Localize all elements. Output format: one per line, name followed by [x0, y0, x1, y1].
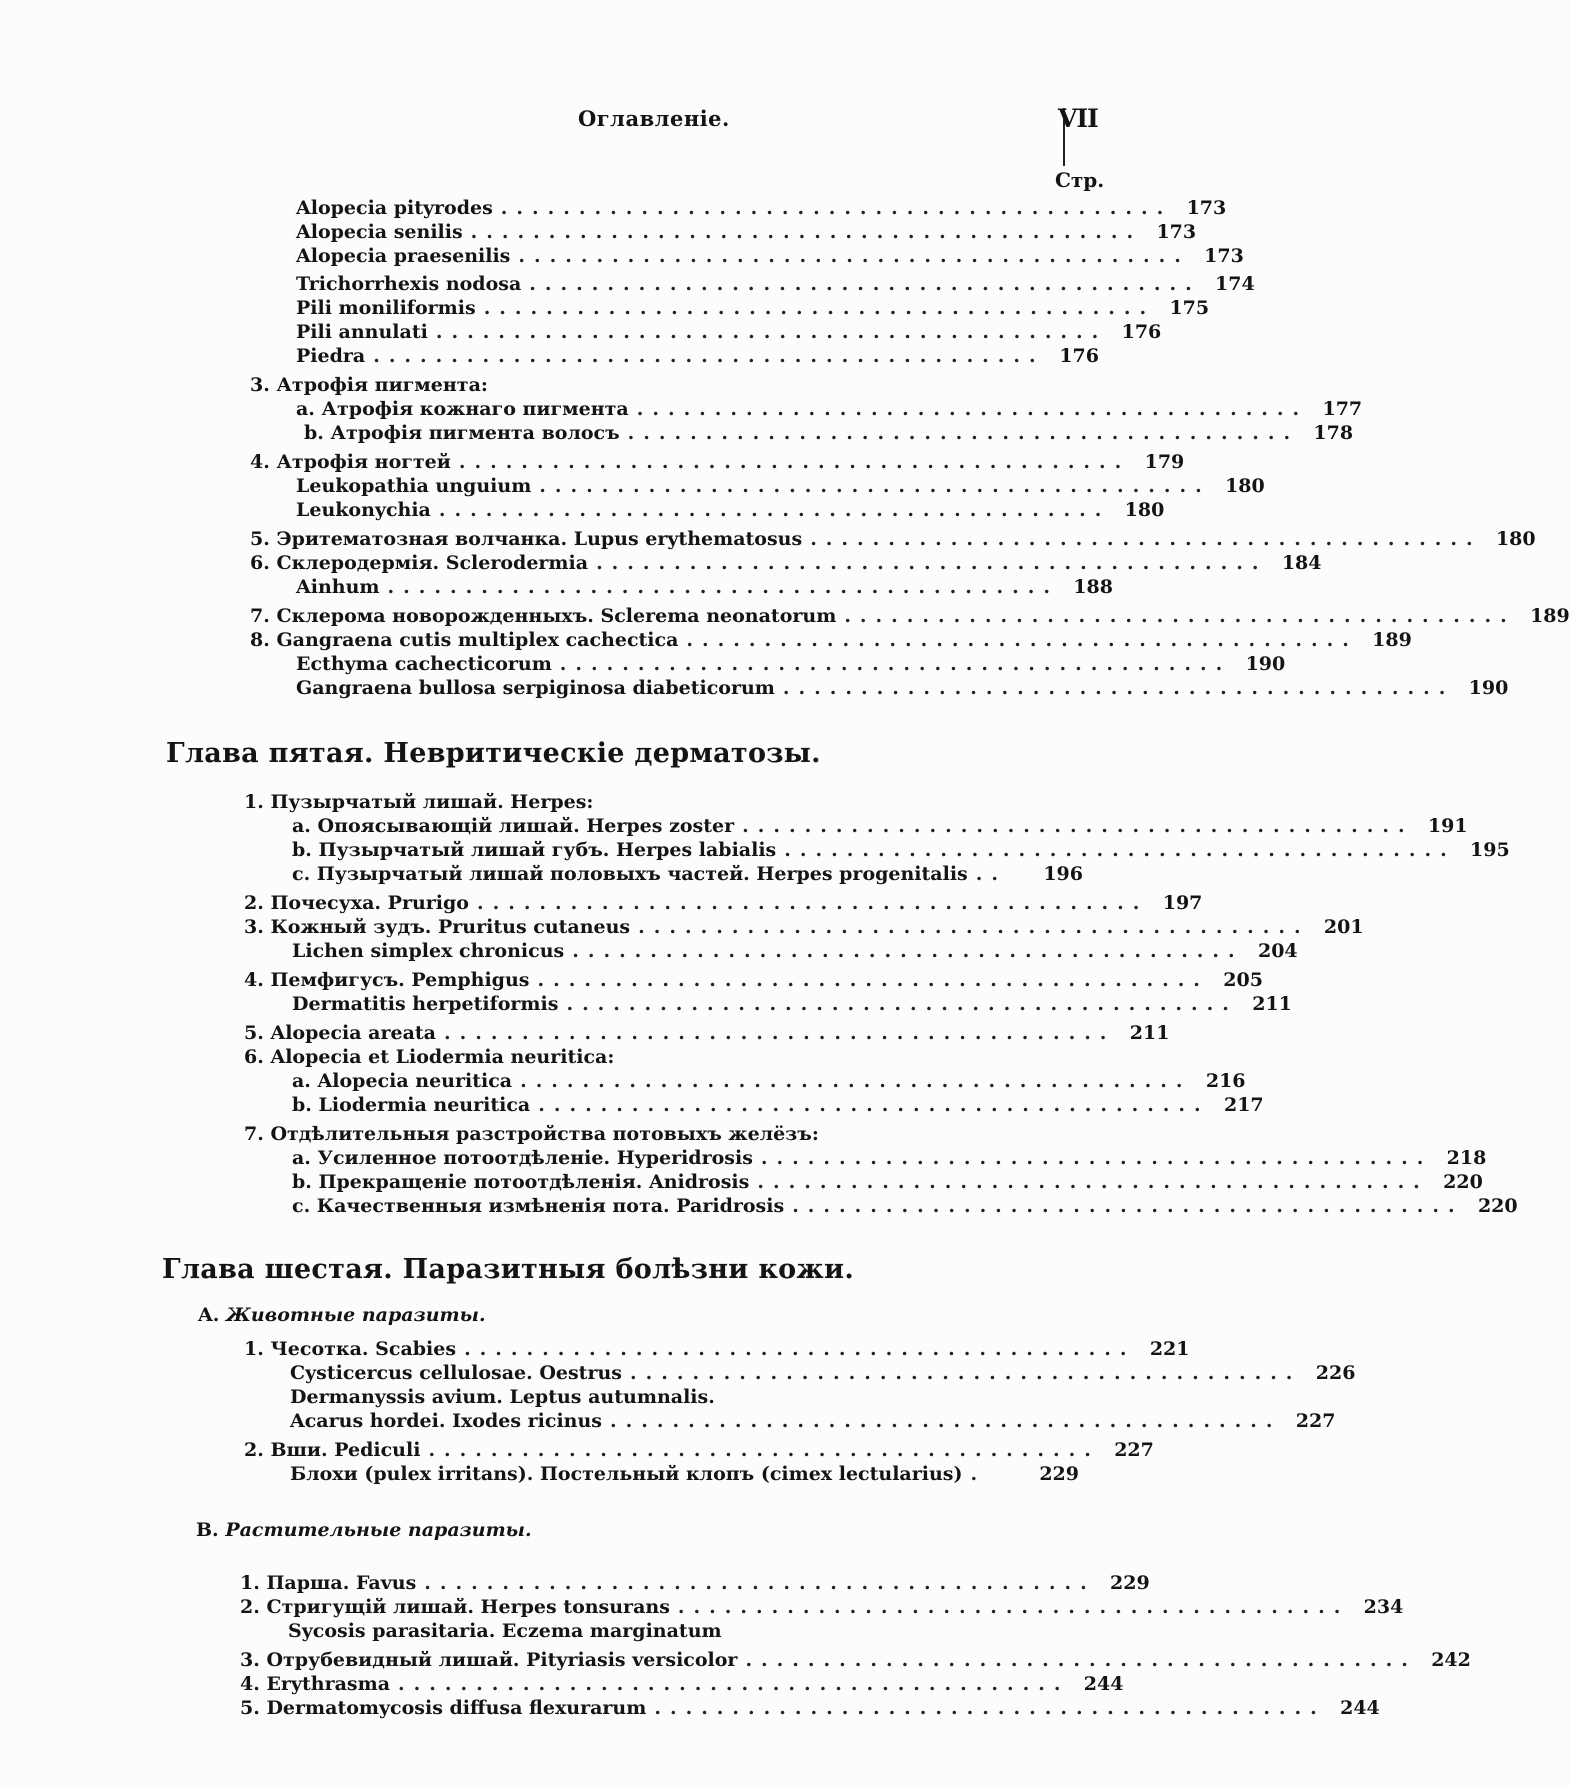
chapter-heading: Глава пятая. Невритическіе дерматозы.: [166, 738, 821, 769]
entry-page: 180: [1124, 499, 1165, 521]
toc-entry: Alopecia praesenilis ........................................... 173: [296, 245, 1244, 267]
entry-label: b. Liodermia neuritica: [292, 1094, 531, 1116]
entry-label: b. Прекращеніе потоотдѣленія. Anidrosis: [292, 1171, 750, 1193]
entry-label: 3. Кожный зудъ. Pruritus cutaneus: [244, 916, 631, 938]
entry-page: 211: [1129, 1022, 1170, 1044]
toc-entry: 4. Атрофія ногтей ........................................... 179: [250, 451, 1185, 473]
toc-entry: Pili annulati ........................................... 176: [296, 321, 1162, 343]
entry-page: 216: [1205, 1070, 1246, 1092]
toc-heading-entry: [290, 1385, 715, 1409]
toc-entry: Блохи (pulex irritans). Постельный клопъ (cimex lectularius) . 229: [290, 1463, 1079, 1485]
entry-page: 174: [1215, 273, 1255, 295]
entry-label: Gangraena bullosa serpiginosa diabeticorum: [296, 677, 775, 699]
entry-label: Alopecia senilis: [296, 221, 463, 243]
chapter-heading: Глава шестая. Паразитныя болѣзни кожи.: [162, 1254, 855, 1285]
entry-label: 3. Атрофія пигмента:: [250, 374, 488, 396]
entry-label: Trichorrhexis nodosa: [296, 273, 522, 295]
page-title: Оглавленіе.: [578, 106, 730, 131]
entry-label: 6. Склеродермія. Sclerodermia: [250, 552, 589, 574]
toc-entry: Alopecia pityrodes ........................................... 173: [296, 197, 1227, 219]
entry-page: 180: [1495, 528, 1536, 550]
entry-page: 205: [1223, 969, 1263, 991]
toc-entry: Lichen simplex chronicus ........................................... 204: [292, 940, 1298, 962]
entry-page: 221: [1149, 1338, 1190, 1360]
toc-entry: a. Атрофія кожнаго пигмента ........................................... 177: [296, 398, 1363, 420]
page-number: VII: [1058, 104, 1098, 133]
entry-label: a. Атрофія кожнаго пигмента: [296, 398, 629, 420]
entry-label: 1. Парша. Favus: [240, 1572, 417, 1594]
section-title: Растительные паразиты.: [225, 1519, 532, 1541]
entry-label: a. Опоясывающій лишай. Herpes zoster: [292, 815, 735, 837]
entry-page: 191: [1427, 815, 1468, 837]
toc-entry: 4. Erythrasma ........................................... 244: [240, 1673, 1124, 1695]
toc-entry: Leukonychia ........................................... 180: [296, 499, 1165, 521]
section-letter: A.: [198, 1304, 220, 1326]
section-b-label: [196, 1519, 532, 1541]
entry-label: Sycosis parasitaria. Eczema marginatum: [288, 1620, 722, 1642]
entry-label: 4. Пемфигусъ. Pemphigus: [244, 969, 530, 991]
entry-label: c. Пузырчатый лишай половыхъ частей. Herpes progenitalis: [292, 863, 968, 885]
toc-entry: 2. Вши. Pediculi ........................................... 227: [244, 1439, 1154, 1461]
toc-heading-entry: [288, 1619, 722, 1643]
toc-entry: Cysticercus cellulosae. Oestrus ........................................... 226: [290, 1362, 1356, 1384]
entry-page: 173: [1204, 245, 1244, 267]
entry-label: Блохи (pulex irritans). Постельный клопъ (cimex lectularius): [290, 1463, 963, 1485]
entry-page: 227: [1295, 1410, 1336, 1432]
entry-label: Leukonychia: [296, 499, 431, 521]
toc-heading-entry: [250, 373, 488, 397]
entry-label: 2. Стригущій лишай. Herpes tonsurans: [240, 1596, 670, 1618]
entry-label: 8. Gangraena cutis multiplex cachectica: [250, 629, 679, 651]
entry-label: 5. Dermatomycosis diffusa flexurarum: [240, 1697, 647, 1719]
entry-page: 204: [1257, 940, 1298, 962]
entry-label: 2. Почесуха. Prurigo: [244, 892, 469, 914]
entry-page: 178: [1313, 422, 1354, 444]
entry-label: 6. Alopecia et Liodermia neuritica:: [244, 1046, 615, 1068]
toc-entry: a. Усиленное потоотдѣленіе. Hyperidrosis ........................................... 218: [292, 1147, 1487, 1169]
entry-label: Ainhum: [296, 576, 380, 598]
toc-heading-entry: [244, 790, 593, 814]
entry-page: 201: [1323, 916, 1364, 938]
toc-entry: Gangraena bullosa serpiginosa diabeticorum ........................................... 190: [296, 677, 1509, 699]
toc-heading-entry: [244, 1122, 819, 1146]
section-letter: B.: [196, 1519, 219, 1541]
entry-label: 4. Erythrasma: [240, 1673, 391, 1695]
entry-page: 180: [1225, 475, 1265, 497]
toc-entry: Piedra ........................................... 176: [296, 345, 1099, 367]
entry-label: Acarus hordei. Ixodes ricinus: [290, 1410, 602, 1432]
entry-page: 184: [1281, 552, 1322, 574]
entry-page: 173: [1156, 221, 1197, 243]
entry-page: 190: [1245, 653, 1286, 675]
entry-label: c. Качественныя измѣненія пота. Paridrosis: [292, 1195, 785, 1217]
entry-page: 226: [1315, 1362, 1356, 1384]
entry-page: 173: [1186, 197, 1227, 219]
entry-label: Ecthyma cachecticorum: [296, 653, 552, 675]
toc-entry: 3. Кожный зудъ. Pruritus cutaneus ........................................... 201: [244, 916, 1364, 938]
page-column-label: Стр.: [1055, 168, 1105, 192]
entry-page: 227: [1114, 1439, 1154, 1461]
toc-entry: Leukopathia unguium ........................................... 180: [296, 475, 1265, 497]
entry-page: 211: [1252, 993, 1292, 1015]
entry-page: 176: [1121, 321, 1162, 343]
toc-entry: 7. Склерома новорожденныхъ. Sclerema neonatorum ........................................... 189: [250, 605, 1570, 627]
entry-page: 229: [1039, 1463, 1079, 1485]
entry-label: 1. Чесотка. Scabies: [244, 1338, 457, 1360]
toc-entry: Ainhum ........................................... 188: [296, 576, 1113, 598]
entry-label: 7. Склерома новорожденныхъ. Sclerema neonatorum: [250, 605, 837, 627]
toc-entry: b. Пузырчатый лишай губъ. Herpes labialis ........................................... 195: [292, 839, 1510, 861]
toc-entry: 1. Чесотка. Scabies ........................................... 221: [244, 1338, 1190, 1360]
entry-label: 5. Alopecia areata: [244, 1022, 436, 1044]
entry-page: 189: [1372, 629, 1412, 651]
entry-label: 1. Пузырчатый лишай. Herpes:: [244, 791, 594, 813]
toc-entry: c. Качественныя измѣненія пота. Paridrosis ........................................... 220: [292, 1195, 1518, 1217]
toc-entry: 1. Парша. Favus ........................................... 229: [240, 1572, 1150, 1594]
toc-entry: a. Опоясывающій лишай. Herpes zoster ........................................... 191: [292, 815, 1468, 837]
entry-page: 244: [1340, 1697, 1380, 1719]
entry-label: 3. Отрубевидный лишай. Pityriasis versicolor: [240, 1649, 738, 1671]
toc-heading-entry: [244, 1045, 614, 1069]
toc-entry: Trichorrhexis nodosa ........................................... 174: [296, 273, 1255, 295]
entry-page: 197: [1162, 892, 1203, 914]
entry-label: 7. Отдѣлительныя разстройства потовыхъ желёзъ:: [244, 1123, 819, 1145]
entry-label: Alopecia praesenilis: [296, 245, 511, 267]
entry-label: Pili annulati: [296, 321, 428, 343]
entry-page: 229: [1110, 1572, 1150, 1594]
entry-label: Cysticercus cellulosae. Oestrus: [290, 1362, 622, 1384]
entry-page: 217: [1223, 1094, 1264, 1116]
toc-entry: 8. Gangraena cutis multiplex cachectica ........................................... 189: [250, 629, 1412, 651]
entry-label: Dermanyssis avium. Leptus autumnalis.: [290, 1386, 715, 1408]
entry-page: 188: [1073, 576, 1113, 598]
toc-entry: b. Liodermia neuritica ........................................... 217: [292, 1094, 1264, 1116]
toc-entry: 2. Почесуха. Prurigo ........................................... 197: [244, 892, 1203, 914]
toc-entry: c. Пузырчатый лишай половыхъ частей. Herpes progenitalis .. 196: [292, 863, 1083, 885]
toc-entry: 2. Стригущій лишай. Herpes tonsurans ........................................... 234: [240, 1596, 1404, 1618]
toc-entry: 6. Склеродермія. Sclerodermia ........................................... 184: [250, 552, 1322, 574]
toc-entry: Acarus hordei. Ixodes ricinus ........................................... 227: [290, 1410, 1336, 1432]
entry-label: 5. Эритематозная волчанка. Lupus erythematosus: [250, 528, 803, 550]
entry-label: Lichen simplex chronicus: [292, 940, 565, 962]
entry-label: 2. Вши. Pediculi: [244, 1439, 421, 1461]
entry-page: 218: [1446, 1147, 1487, 1169]
toc-entry: 5. Эритематозная волчанка. Lupus erythematosus ........................................... 180: [250, 528, 1536, 550]
entry-label: Piedra: [296, 345, 366, 367]
toc-entry: 5. Dermatomycosis diffusa flexurarum ........................................... 244: [240, 1697, 1380, 1719]
toc-entry: 3. Отрубевидный лишай. Pityriasis versicolor ........................................... 242: [240, 1649, 1471, 1671]
entry-label: b. Пузырчатый лишай губъ. Herpes labialis: [292, 839, 777, 861]
toc-entry: Pili moniliformis ........................................... 175: [296, 297, 1210, 319]
section-a-label: [198, 1304, 486, 1326]
entry-page: 176: [1059, 345, 1099, 367]
entry-label: a. Усиленное потоотдѣленіе. Hyperidrosis: [292, 1147, 753, 1169]
entry-label: Leukopathia unguium: [296, 475, 532, 497]
entry-page: 189: [1530, 605, 1570, 627]
entry-page: 244: [1083, 1673, 1124, 1695]
toc-entry: Ecthyma cachecticorum ........................................... 190: [296, 653, 1286, 675]
toc-entry: b. Атрофія пигмента волосъ ........................................... 178: [304, 422, 1354, 444]
entry-label: Dermatitis herpetiformis: [292, 993, 559, 1015]
entry-page: 190: [1468, 677, 1509, 699]
entry-page: 196: [1043, 863, 1083, 885]
entry-page: 179: [1144, 451, 1185, 473]
toc-entry: 5. Alopecia areata ........................................... 211: [244, 1022, 1170, 1044]
entry-label: b. Атрофія пигмента волосъ: [304, 422, 620, 444]
entry-label: 4. Атрофія ногтей: [250, 451, 451, 473]
toc-entry: b. Прекращеніе потоотдѣленія. Anidrosis ........................................... 220: [292, 1171, 1483, 1193]
entry-label: Alopecia pityrodes: [296, 197, 493, 219]
entry-page: 242: [1431, 1649, 1471, 1671]
entry-page: 220: [1477, 1195, 1518, 1217]
entry-page: 220: [1443, 1171, 1483, 1193]
entry-page: 195: [1470, 839, 1510, 861]
toc-entry: Dermatitis herpetiformis ........................................... 211: [292, 993, 1292, 1015]
entry-page: 177: [1322, 398, 1363, 420]
toc-entry: Alopecia senilis ........................................... 173: [296, 221, 1197, 243]
entry-page: 234: [1363, 1596, 1404, 1618]
toc-entry: a. Alopecia neuritica ........................................... 216: [292, 1070, 1246, 1092]
section-title: Животные паразиты.: [225, 1304, 486, 1326]
toc-entry: 4. Пемфигусъ. Pemphigus ........................................... 205: [244, 969, 1263, 991]
entry-page: 175: [1169, 297, 1210, 319]
entry-label: a. Alopecia neuritica: [292, 1070, 513, 1092]
entry-label: Pili moniliformis: [296, 297, 476, 319]
